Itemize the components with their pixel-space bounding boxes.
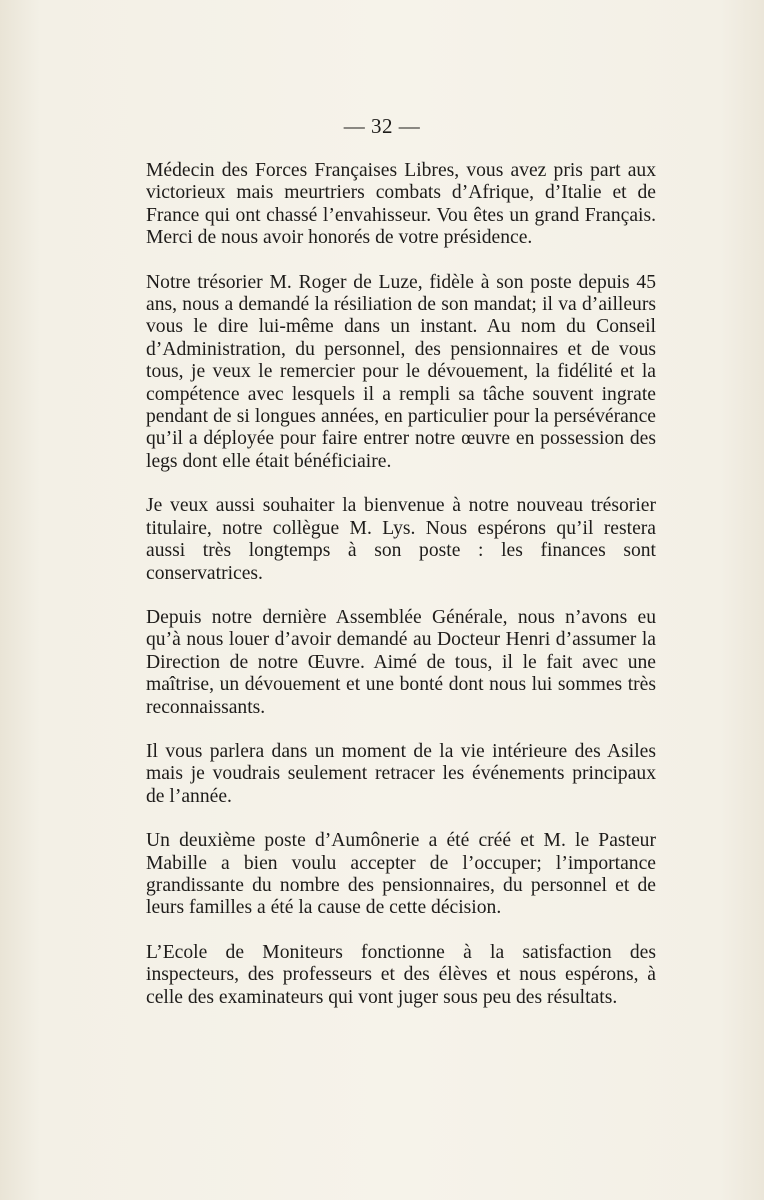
body-text [146, 160, 656, 1031]
paragraph-ecole-moniteurs: L’Ecole de Moniteurs fonctionne à la satisfaction des inspecteurs, des professeurs et des élèves et nous espérons, à celle des examinateurs qui vont juger sous peu des résultats. [146, 941, 656, 1008]
paragraph-presidence: Médecin des Forces Françaises Libres, vous avez pris part aux victorieux mais meurtriers combats d’Afrique, d’Italie et de France qui ont chassé l’envahisseur. Vou êtes un grand Français. Merci de nous avoir honorés de votre présidence. [146, 160, 656, 249]
paragraph-nouveau-tresorier: Je veux aussi souhaiter la bienvenue à notre nouveau trésorier titulaire, notre collègue M. Lys. Nous espérons qu’il restera aussi très longtemps à son poste : les finances sont conservatrices. [146, 495, 656, 584]
paragraph-direction: Depuis notre dernière Assemblée Générale, nous n’avons eu qu’à nous louer d’avoir demandé au Docteur Henri d’assumer la Direction de notre Œuvre. Aimé de tous, il le fait avec une maîtrise, un dévouement et une bonté dont nous lui sommes très reconnaissants. [146, 606, 656, 718]
paragraph-aumonerie: Un deuxième poste d’Aumônerie a été créé et M. le Pasteur Mabille a bien voulu accepter de l’occuper; l’importance grandissante du nombre des pensionnaires, du personnel et de leurs familles a été la cause de cette décision. [146, 830, 656, 919]
paragraph-tresorier: Notre trésorier M. Roger de Luze, fidèle à son poste depuis 45 ans, nous a demandé la résiliation de son mandat; il va d’ailleurs vous le dire lui-même dans un instant. Au nom du Conseil d’Administration, du personnel, des pensionnaires et de vous tous, je veux le remercier pour le dévouement, la fidélité et la compétence avec lesquels il a rempli sa tâche souvent ingrate pendant de si longues années, en particulier pour la persévérance qu’il a déployée pour faire entrer notre œuvre en possession des legs dont elle était bénéficiaire. [146, 271, 656, 472]
page-number: — 32 — [343, 114, 421, 138]
paragraph-vie-interieure: Il vous parlera dans un moment de la vie intérieure des Asiles mais je voudrais seulement retracer les événements principaux de l’année. [146, 740, 656, 807]
